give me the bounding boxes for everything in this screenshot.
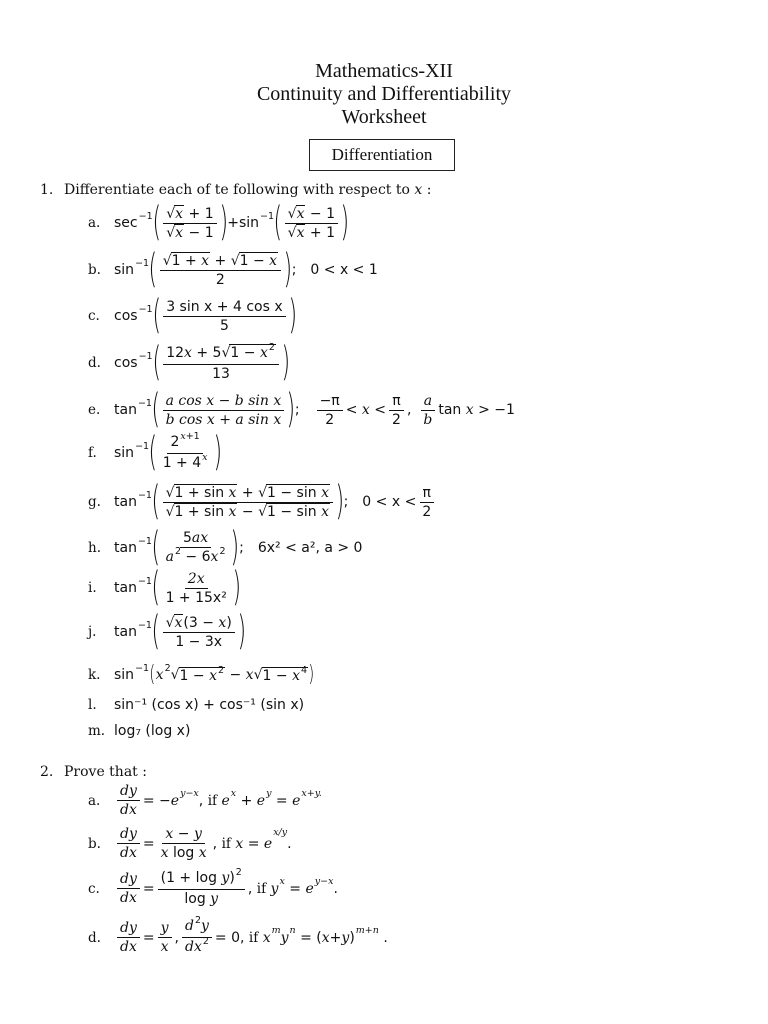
item-label: e. [88, 402, 101, 418]
item-1k-expr: sin −1 ( x 2 √ $1 - x^2$ − x √ $1 - x^4$ ) [114, 662, 315, 687]
item-1b-expr: sin −1 ( $\frac{√1 + x + √1 - x}{2}$ ) ; 0 < x < 1 [114, 246, 378, 292]
frac-den: √x + 1 [287, 224, 336, 241]
paren-open: ( [149, 662, 156, 687]
frac-num: $d^2y$ [182, 918, 212, 938]
item-1m-expr: log₇ (log x) [114, 723, 191, 739]
item-1c-expr [114, 292, 297, 338]
sqrt-body: 1 − x [239, 252, 278, 269]
frac-num: √x(3 − x) [163, 615, 235, 633]
frac-num: x − y [162, 826, 204, 844]
sqrt-sign: √ [287, 224, 297, 241]
frac [285, 206, 338, 241]
frac-num: π [420, 485, 434, 503]
question-1-text: Differentiate each of te following with respect to [64, 182, 415, 198]
frac [163, 485, 333, 520]
sup-inv: −1 [137, 397, 152, 409]
paren-close: ) [232, 564, 241, 610]
paren-open: ( [148, 246, 158, 292]
item-1m [88, 723, 190, 739]
item-2d [88, 915, 388, 957]
frac-den: $dx^2$ [185, 936, 209, 955]
fn-sec: sec [114, 215, 138, 231]
paren-close: ) [219, 199, 228, 245]
item-label: a. [88, 792, 101, 809]
item-label: l. [88, 697, 97, 713]
paren-open: ( [152, 339, 161, 385]
frac [163, 615, 235, 650]
frac-num: y [158, 920, 172, 938]
plus: + [227, 215, 239, 231]
frac-den: x log x [160, 845, 207, 861]
sqrt-sign: √ [166, 224, 176, 241]
fn-sin: sin [114, 667, 135, 683]
frac [163, 530, 229, 567]
sqrt-body: x [296, 205, 305, 222]
frac [117, 783, 140, 818]
question-2-number: 2. [40, 764, 54, 780]
frac-num: √x + 1 [163, 206, 216, 224]
item-label: k. [88, 667, 101, 683]
sup-inv: −1 [138, 350, 153, 362]
sup-inv: −1 [137, 575, 152, 587]
item-1h [88, 524, 363, 570]
question-1-number: 1. [40, 182, 54, 198]
frac [420, 393, 435, 428]
item-label: m. [88, 723, 106, 739]
item-1i-expr [114, 564, 241, 610]
paren-open: ( [151, 564, 161, 610]
frac [117, 871, 140, 906]
title-block [0, 60, 768, 129]
frac-den: √1 + sin x − √1 − sin x [165, 503, 329, 520]
item-label: a. [88, 215, 101, 231]
item-1i [88, 564, 241, 610]
frac [158, 826, 210, 861]
frac-num: a [421, 393, 435, 411]
item-label: h. [88, 540, 101, 556]
frac-num: a cos x − b sin x [163, 393, 285, 411]
question-1-colon: : [422, 182, 432, 198]
item-2c-expr: $\frac{dy}{dx}$ = $\frac{(1 + \log y)^2}{\text{log y}}$ , if y x = e y−x . [114, 870, 338, 907]
b-condition: 0 < x < 1 [310, 262, 378, 278]
item-2c [88, 867, 338, 907]
item-1g [88, 478, 437, 524]
item-2b-expr: $\frac{dy}{dx}$ = $\frac{x - y}{\text{x log x}}$ , if x = e x/y . [114, 826, 292, 861]
frac-num: √1 + x + √1 − x [160, 253, 281, 271]
item-1e-expr: tan −1 ( $\frac{\text{a cos x − b sin x}}{\text{b cos x + a sin x}}$ ) ; $\frac{-\pi}{2}$ < x < $\frac{\pi}{2}$ , $\frac{a}{b}$ tan x > −1 [114, 386, 515, 432]
paren-close: ) [283, 246, 293, 292]
item-1b [88, 246, 378, 292]
item-label: c. [88, 308, 100, 324]
frac-den: 2 [422, 503, 432, 520]
section-label: Differentiation [331, 145, 433, 164]
frac-num: 2x [185, 571, 208, 589]
item-2d-expr: $\frac{dy}{dx}$ = $\frac{y}{x}$ , $\frac{d^2y}{dx^2}$ = 0, if x m y n = ( x + y ) m+n . [114, 918, 388, 957]
item-label: c. [88, 880, 100, 897]
paren-close: ) [213, 429, 222, 475]
h-condition: 6x² < a², a > 0 [257, 540, 363, 556]
frac [158, 920, 172, 955]
paren-open: ( [151, 478, 161, 524]
sqrt-body: 1 + x [171, 252, 210, 269]
frac-den: 5 [219, 317, 229, 334]
item-2b [88, 826, 292, 861]
frac-den: 1 − 3x [175, 633, 223, 650]
item-1j [88, 608, 246, 654]
item-1k [88, 664, 315, 686]
frac [317, 393, 343, 428]
fn-sin: sin [114, 262, 135, 278]
frac-den: x [160, 939, 169, 955]
item-label: d. [88, 929, 101, 946]
item-label: j. [88, 624, 97, 640]
sqrt-body: x [175, 224, 184, 241]
paren-close: ) [286, 386, 296, 432]
item-1d-expr [114, 339, 290, 385]
sup-inv: −1 [137, 619, 152, 631]
sqrt-body: x [175, 205, 184, 222]
paren-open: ( [148, 429, 158, 475]
sup-inv: −1 [138, 210, 153, 222]
item-label: b. [88, 262, 101, 278]
frac-den: √x − 1 [166, 224, 214, 241]
title-worksheet: Worksheet [341, 106, 427, 128]
frac-num: $(1 + \log y)^2$ [158, 870, 245, 890]
frac-den: dx [120, 890, 137, 906]
item-1g-expr: tan −1 ( $\frac{\text{√1 + sin x + √1 − sin x}}{\text{√1 + sin x − √1 − sin x}}$ ) ; 0 < x < $\frac{\pi}{2}$ [114, 482, 437, 522]
question-2-heading [40, 764, 147, 780]
sqrt-sign: √ [230, 252, 240, 269]
frac-num: dy [117, 783, 140, 801]
item-label: i. [88, 580, 97, 596]
fn-sin: sin [114, 445, 135, 461]
item-label: b. [88, 835, 101, 852]
frac-den: dx [120, 939, 137, 955]
paren-open: ( [152, 292, 161, 338]
frac [182, 915, 212, 957]
frac [163, 571, 230, 606]
frac [163, 206, 216, 241]
question-1-var: x [414, 182, 423, 198]
title-topic: Continuity and Differentiability [256, 83, 512, 105]
fn-sin: sin [238, 215, 260, 231]
sup-inv: −1 [260, 210, 275, 222]
sqrt-sign: √ [162, 252, 172, 269]
frac-num: dy [117, 826, 140, 844]
item-1h-expr: tan −1 ( $\frac{5ax}{a^2 - 6x^2}$ ) ; 6x² < a², a > 0 [114, 524, 363, 570]
sup-inv: −1 [135, 662, 150, 674]
frac-den: 2 [325, 411, 335, 428]
frac [163, 341, 279, 382]
paren-close: ) [237, 608, 246, 654]
section-box [309, 139, 455, 171]
frac-den: 1 + 15x² [165, 589, 227, 606]
if-word: if [248, 929, 259, 946]
frac-den: dx [120, 802, 137, 818]
frac-num: √x − 1 [285, 206, 338, 224]
fn-tan: tan [114, 494, 137, 510]
sup-inv: −1 [137, 489, 152, 501]
item-label: g. [88, 494, 101, 510]
frac [158, 867, 245, 907]
frac-num: dy [117, 920, 140, 938]
frac-num: √1 + sin x + √1 − sin x [163, 485, 333, 503]
frac [160, 253, 281, 288]
frac-den: 2 [215, 271, 225, 288]
frac-den: $1 + 4^x$ [162, 451, 208, 471]
frac-num: −π [317, 393, 343, 411]
if-word: if [207, 792, 218, 809]
question-2-text: Prove that : [64, 764, 147, 780]
sqrt-body: x [296, 224, 305, 241]
frac-num: $12x + 5√1 - x^2$ [163, 345, 279, 365]
frac-den: 13 [212, 365, 230, 382]
item-1a-expr [114, 199, 350, 245]
frac-num: 3 sin x + 4 cos x [163, 299, 285, 317]
item-1j-expr [114, 608, 246, 654]
fn-tan: tan [114, 540, 137, 556]
if-word: if [256, 880, 267, 897]
sup-inv: −1 [138, 303, 153, 315]
paren-close: ) [335, 478, 345, 524]
frac [419, 485, 434, 520]
question-1-heading [40, 182, 431, 198]
paren-open: ( [273, 199, 283, 245]
item-label: f. [88, 445, 97, 461]
sup-inv: −1 [137, 535, 152, 547]
fn-tan: tan [114, 624, 137, 640]
paren-open: ( [151, 386, 161, 432]
item-label: d. [88, 355, 101, 371]
paren-open: ( [151, 608, 161, 654]
item-1c [88, 292, 297, 338]
paren-open: ( [152, 199, 161, 245]
item-1f-expr [114, 429, 222, 475]
item-1l-expr: sin⁻¹ (cos x) + cos⁻¹ (sin x) [114, 697, 305, 713]
if-word: if [221, 835, 231, 852]
fn-tan: tan [114, 402, 137, 418]
frac-num: 5ax [180, 530, 211, 548]
frac [117, 920, 140, 955]
item-1d [88, 339, 290, 385]
frac-den: b cos x + a sin x [165, 411, 282, 428]
fn-tan: tan [114, 580, 137, 596]
frac [163, 299, 285, 334]
item-1f [88, 429, 222, 475]
paren-close: ) [288, 292, 297, 338]
frac [163, 393, 285, 428]
paren-close: ) [308, 662, 315, 687]
paren-close: ) [230, 524, 240, 570]
sqrt-sign: √ [166, 205, 176, 222]
frac-num: π [389, 393, 403, 411]
paren-close: ) [281, 339, 290, 385]
paren-close: ) [340, 199, 350, 245]
paren-open: ( [151, 524, 161, 570]
item-1a [88, 199, 350, 245]
frac-den: log y [184, 891, 219, 907]
item-1e [88, 386, 515, 432]
g-condition: 0 < x < [362, 494, 417, 510]
frac-num: dy [117, 871, 140, 889]
sup-inv: −1 [135, 440, 150, 452]
frac-den: 2 [392, 411, 401, 428]
item-2a [88, 783, 322, 818]
sup-inv: −1 [135, 257, 150, 269]
fn-cos: cos [114, 308, 138, 324]
frac [389, 393, 404, 428]
sqrt-sign: √ [287, 205, 297, 222]
frac-den: $a^2 - 6x^2$ [165, 545, 226, 565]
frac [160, 430, 211, 473]
item-1l [88, 697, 304, 713]
fn-cos: cos [114, 355, 138, 371]
frac [117, 826, 140, 861]
frac-den: dx [120, 845, 137, 861]
item-2a-expr: $\frac{dy}{dx}$ = − e y−x , if e x + e y = e x+y. [114, 783, 322, 818]
frac-num: $2^{x+1}$ [167, 434, 202, 454]
title-subject: Mathematics-XII [315, 60, 453, 82]
frac-den: b [423, 411, 433, 428]
